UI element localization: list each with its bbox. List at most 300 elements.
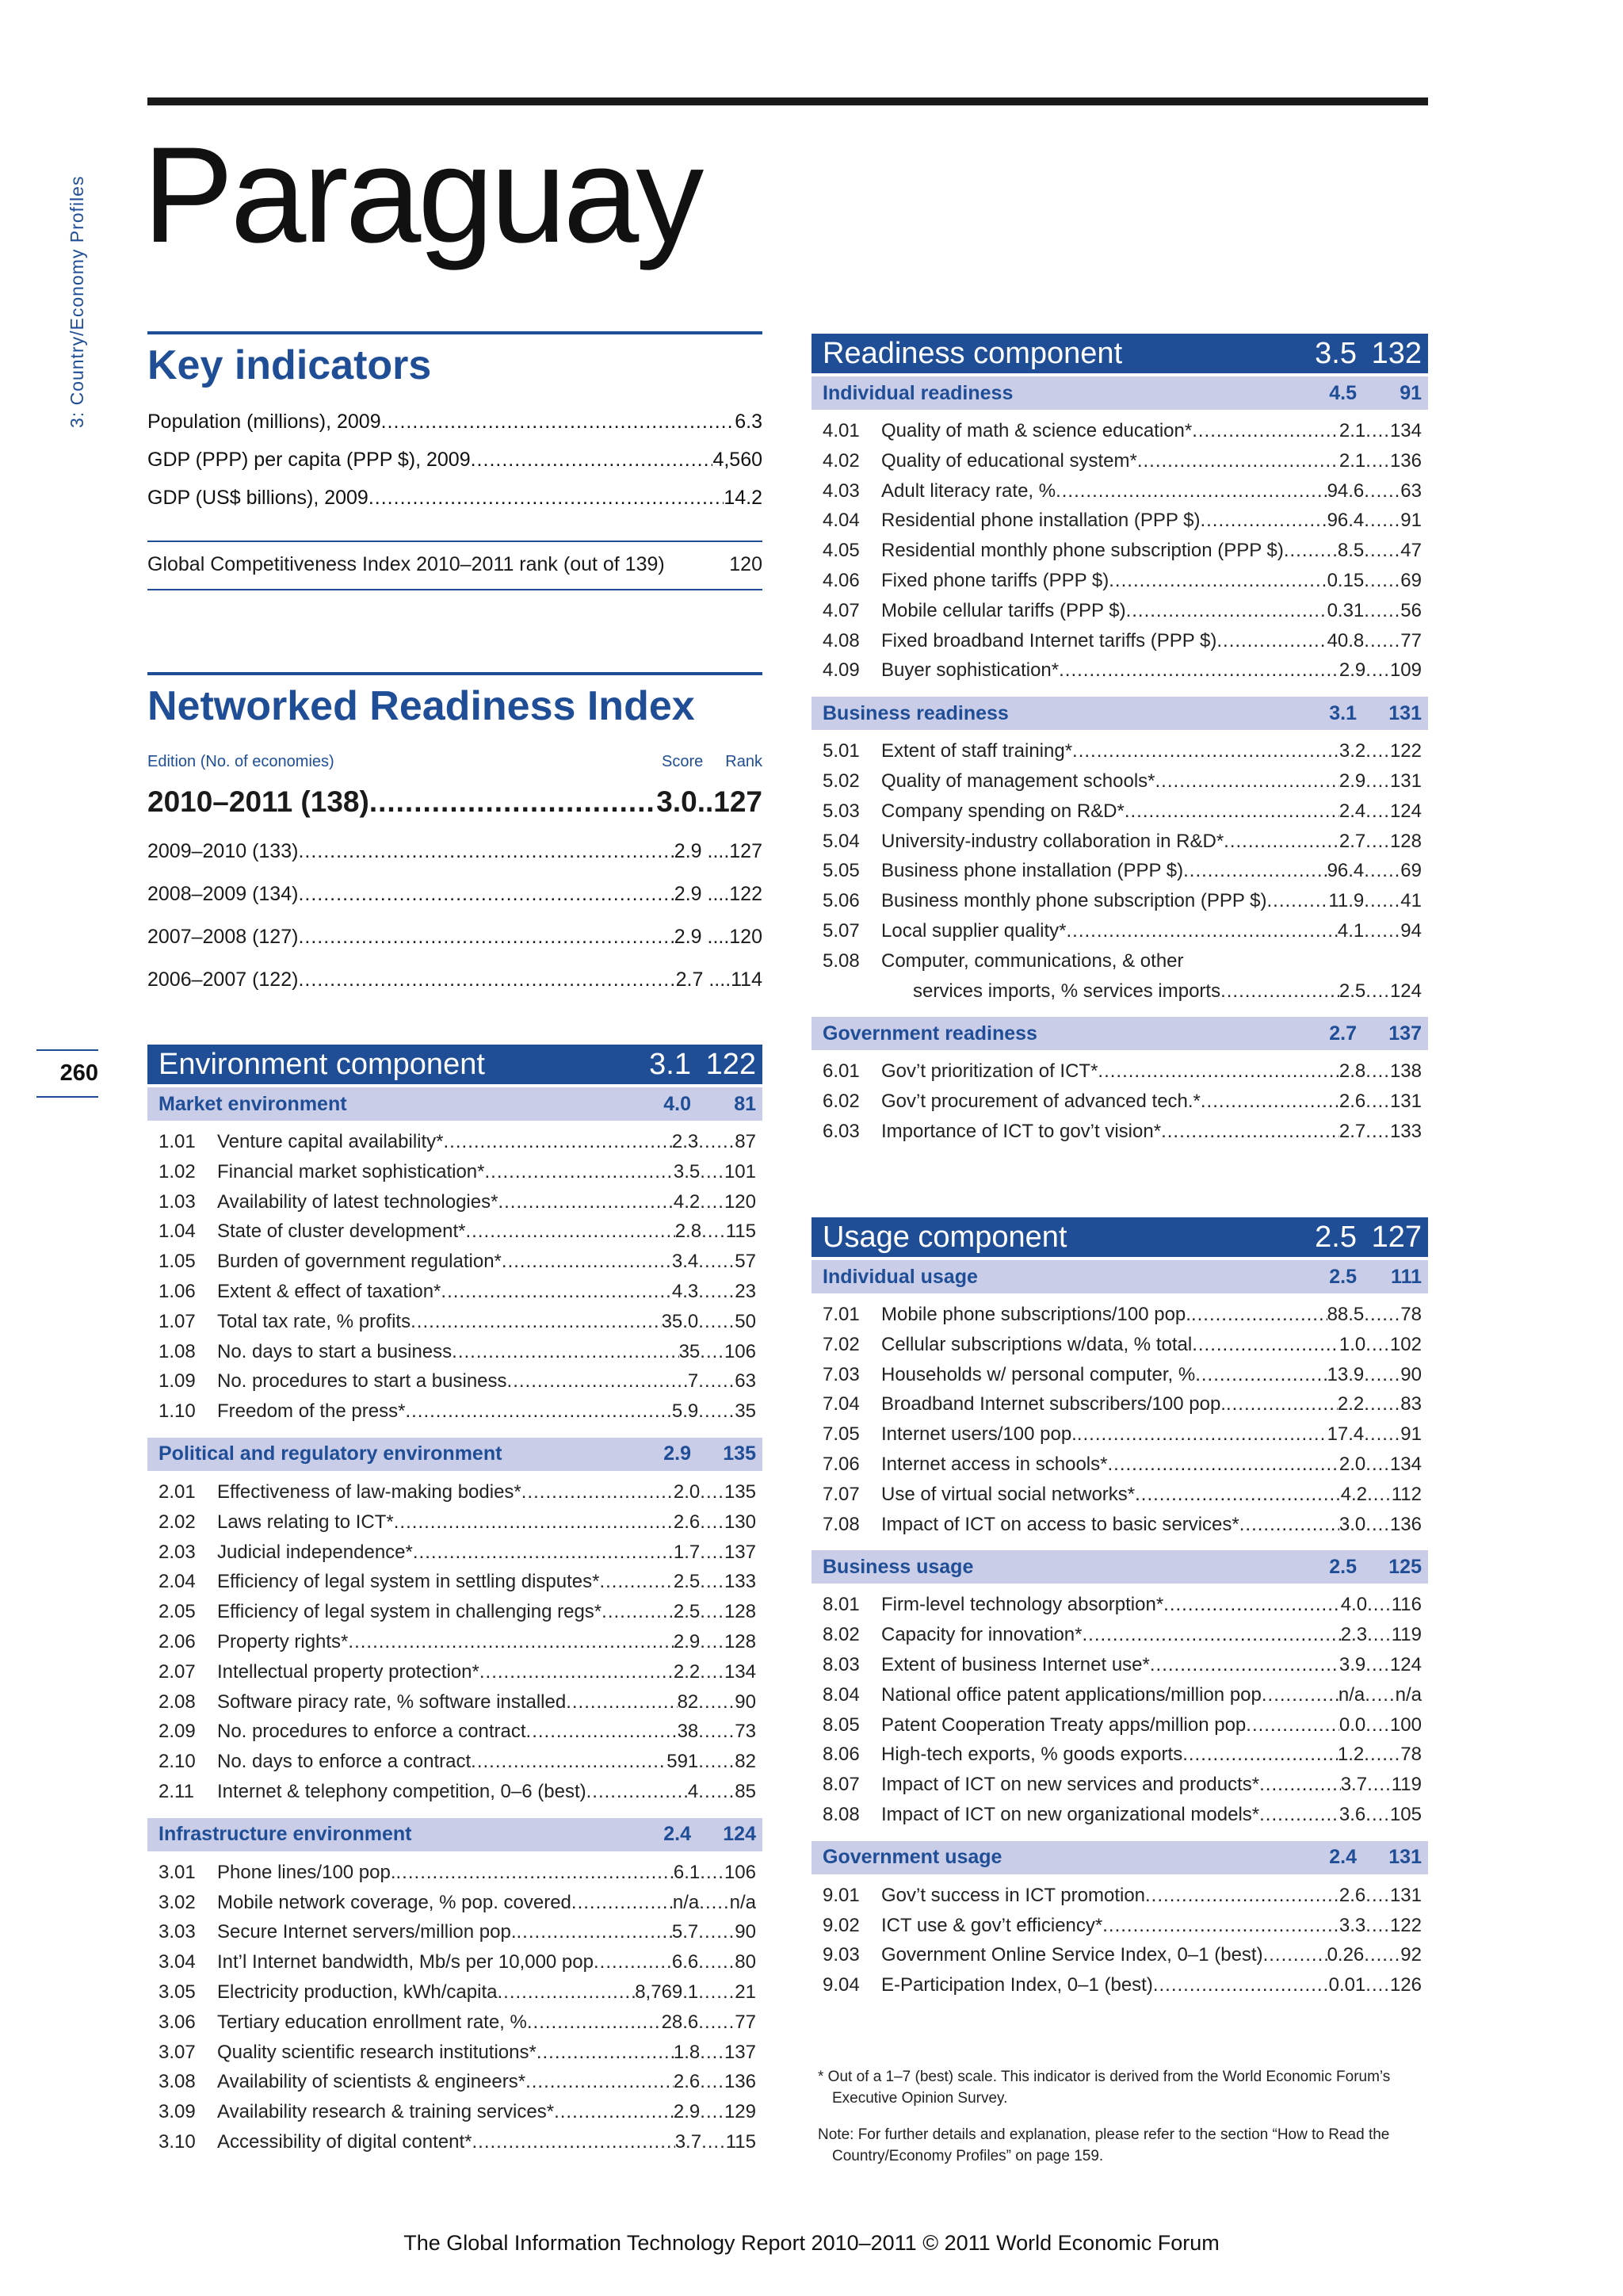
indicator-row xyxy=(812,916,1428,946)
indicator-rank: 57 xyxy=(735,1251,756,1273)
dot-leader: ...... xyxy=(1364,919,1401,942)
indicator-row xyxy=(147,1157,762,1187)
indicator-number: 2.05 xyxy=(158,1601,196,1623)
indicator-label: Mobile phone subscriptions/100 pop. xyxy=(881,1304,1191,1325)
indicator-label: Secure Internet servers/million pop. xyxy=(217,1921,517,1943)
indicator-rank: 77 xyxy=(735,2011,756,2033)
dot-leader xyxy=(1161,1117,1339,1147)
pillar-rank: 137 xyxy=(1388,1022,1422,1045)
dot-leader xyxy=(525,2067,674,2097)
pillar-score: 2.7 xyxy=(1329,1022,1357,1045)
indicator-list xyxy=(147,1121,762,1435)
dot-leader: .... xyxy=(701,1221,726,1243)
divider xyxy=(147,672,762,675)
indicator-label: Software piracy rate, % software installed xyxy=(217,1690,567,1713)
indicator-score: 2.2 xyxy=(1337,1393,1365,1415)
dot-leader: .... xyxy=(700,1480,724,1503)
dot-leader: .... xyxy=(701,2130,726,2153)
indicator-number: 3.04 xyxy=(158,1951,196,1973)
dot-leader xyxy=(1182,1740,1338,1770)
indicator-rank: 133 xyxy=(724,1571,756,1593)
indicator-score: 88.5 xyxy=(1327,1304,1365,1325)
dot-leader xyxy=(298,958,675,1001)
indicator-number: 4.05 xyxy=(823,540,860,562)
indicator-label: Mobile network coverage, % pop. covered xyxy=(217,1891,571,1913)
dot-leader xyxy=(1107,1450,1338,1480)
indicator-label: High-tech exports, % goods exports xyxy=(881,1744,1183,1766)
indicator-row xyxy=(812,416,1428,446)
indicator-rank: 21 xyxy=(735,1981,756,2003)
indicator-label: Company spending on R&D* xyxy=(881,800,1125,822)
dot-leader xyxy=(1153,1970,1329,2000)
indicator-label: Total tax rate, % profits xyxy=(217,1310,411,1332)
indicator-score: 2.7 xyxy=(1338,830,1366,852)
indicator-number: 8.02 xyxy=(823,1624,860,1646)
indicator-number: 7.04 xyxy=(823,1393,860,1415)
dot-leader xyxy=(348,1627,674,1657)
dot-leader: ...... xyxy=(698,1131,735,1152)
gci-rank-label: Global Competitiveness Index 2010–2011 rank (out of 139) xyxy=(147,553,665,576)
indicator-rank: 136 xyxy=(1389,1513,1422,1535)
indicator-label: E-Participation Index, 0–1 (best) xyxy=(881,1974,1153,1996)
indicator-number: 2.02 xyxy=(158,1511,196,1533)
dot-leader xyxy=(396,1858,674,1888)
indicator-label: Quality scientific research institutions* xyxy=(217,2041,537,2063)
indicator-number: 7.07 xyxy=(823,1483,860,1505)
indicator-row xyxy=(812,655,1428,686)
pillar-header xyxy=(812,1260,1428,1293)
dot-leader: .... xyxy=(1365,1713,1390,1736)
dot-leader: .... xyxy=(700,1340,724,1362)
indicator-rank: 131 xyxy=(1389,770,1422,792)
indicator-score: 5.7 xyxy=(671,1921,699,1943)
dot-leader xyxy=(1102,1911,1339,1941)
indicator-number: 9.02 xyxy=(823,1914,860,1936)
nri-history-row xyxy=(147,915,762,958)
indicator-number: 3.02 xyxy=(158,1891,196,1913)
indicator-rank: 90 xyxy=(1400,1363,1422,1385)
indicator-rank: 90 xyxy=(735,1921,756,1943)
nri-rank-label: Rank xyxy=(725,753,762,771)
indicator-number: 9.01 xyxy=(823,1884,860,1906)
dot-leader xyxy=(1192,1330,1339,1360)
indicator-number: 4.08 xyxy=(823,629,860,651)
dot-leader: .... xyxy=(700,1511,724,1533)
component-rank: 132 xyxy=(1371,336,1422,370)
indicator-number: 7.06 xyxy=(823,1453,860,1475)
indicator-label: No. days to start a business xyxy=(217,1340,453,1362)
indicator-label: Importance of ICT to gov’t vision* xyxy=(881,1120,1162,1142)
dot-leader: .... xyxy=(1365,659,1390,682)
indicator-score: 96.4 xyxy=(1327,510,1365,532)
dot-leader xyxy=(1066,916,1337,946)
nri-history-value: 2.9 ....127 xyxy=(674,840,762,863)
indicator-label: Mobile cellular tariffs (PPP $) xyxy=(881,599,1126,621)
indicator-row xyxy=(812,797,1428,827)
indicator-rank: 133 xyxy=(1389,1120,1422,1142)
divider xyxy=(147,331,762,334)
indicator-number: 7.05 xyxy=(823,1423,860,1446)
indicator-row xyxy=(812,1680,1428,1710)
pillar-score: 2.5 xyxy=(1329,1555,1357,1578)
dot-leader xyxy=(1216,626,1327,656)
indicator-row xyxy=(812,1450,1428,1480)
indicator-rank: 119 xyxy=(1391,1774,1422,1796)
pillar-title: Political and regulatory environment xyxy=(158,1442,502,1465)
indicator-rank: 73 xyxy=(735,1721,756,1743)
pillar-rank: 91 xyxy=(1400,381,1422,404)
dot-leader xyxy=(498,1187,673,1217)
indicator-score: 3.9 xyxy=(1338,1653,1366,1675)
dot-leader xyxy=(1195,1360,1327,1390)
indicator-score: 4.3 xyxy=(671,1280,699,1302)
pillar-header xyxy=(147,1438,762,1471)
indicator-rank: 82 xyxy=(735,1751,756,1773)
indicator-number: 4.02 xyxy=(823,449,860,472)
indicator-label: Local supplier quality* xyxy=(881,919,1067,942)
component-title: Environment component xyxy=(158,1047,485,1081)
dot-leader xyxy=(1266,886,1328,916)
pillar-rank: 131 xyxy=(1388,1846,1422,1869)
indicator-label: Patent Cooperation Treaty apps/million pop xyxy=(881,1713,1247,1736)
indicator-number: 8.08 xyxy=(823,1803,860,1825)
indicator-rank: 112 xyxy=(1391,1483,1422,1505)
dot-leader xyxy=(1183,856,1327,886)
dot-leader: .... xyxy=(700,1861,724,1883)
dot-leader: .... xyxy=(1365,830,1390,852)
dot-leader xyxy=(485,1157,674,1187)
indicator-label: Extent of staff training* xyxy=(881,740,1073,762)
indicator-row xyxy=(812,1800,1428,1830)
indicator-rank: 78 xyxy=(1400,1744,1422,1766)
dot-leader: ...... xyxy=(1364,479,1401,502)
gci-rank-row xyxy=(147,553,762,576)
dot-leader: .... xyxy=(1365,1091,1390,1113)
pillar-title: Infrastructure environment xyxy=(158,1823,412,1846)
indicator-row xyxy=(812,1590,1428,1620)
dot-leader: ...... xyxy=(698,1280,735,1302)
indicator-row xyxy=(812,1056,1428,1087)
indicator-row xyxy=(812,596,1428,626)
dot-leader xyxy=(1056,476,1327,506)
key-indicator-label: GDP (US$ billions), 2009 xyxy=(147,487,369,510)
dot-leader: .... xyxy=(1365,1884,1390,1906)
indicator-label: Business monthly phone subscription (PPP $) xyxy=(881,890,1267,912)
indicator-score: 4 xyxy=(687,1780,699,1802)
indicator-rank: 119 xyxy=(1391,1624,1422,1646)
indicator-score: 2.1 xyxy=(1338,420,1366,441)
indicator-label: Quality of educational system* xyxy=(881,449,1137,472)
nri-history-label: 2008–2009 (134) xyxy=(147,883,299,906)
indicator-score: 2.9 xyxy=(1338,770,1366,792)
pillar-header xyxy=(147,1818,762,1851)
component-title: Readiness component xyxy=(823,336,1123,370)
dot-leader xyxy=(471,1747,666,1777)
indicator-number: 9.04 xyxy=(823,1974,860,1996)
indicator-score: 96.4 xyxy=(1327,860,1365,882)
indicator-row xyxy=(147,2097,762,2127)
dot-leader xyxy=(517,1917,672,1947)
indicator-number: 5.01 xyxy=(823,740,860,762)
indicator-score: 4.1 xyxy=(1337,919,1365,942)
dot-leader: .... xyxy=(1367,1483,1392,1505)
indicator-number: 4.01 xyxy=(823,420,860,441)
indicator-score: 591 xyxy=(666,1751,699,1773)
indicator-label: No. procedures to enforce a contract xyxy=(217,1721,526,1743)
indicator-label: Laws relating to ICT* xyxy=(217,1511,394,1533)
indicator-score: 40.8 xyxy=(1327,629,1365,651)
indicator-number: 4.06 xyxy=(823,569,860,591)
indicator-number: 6.03 xyxy=(823,1120,860,1142)
dot-leader: .... xyxy=(700,1630,724,1652)
gci-rank-value: 120 xyxy=(729,553,762,576)
indicator-row xyxy=(147,2127,762,2157)
dot-leader: .... xyxy=(700,2071,724,2093)
nri-edition-label: Edition (No. of economies) xyxy=(147,753,334,771)
indicator-row xyxy=(812,886,1428,916)
indicator-score: 2.9 xyxy=(673,1630,701,1652)
indicator-label: Financial market sophistication* xyxy=(217,1160,485,1182)
indicator-label: Impact of ICT on access to basic services* xyxy=(881,1513,1239,1535)
dot-leader xyxy=(1126,596,1327,626)
nri-title: Networked Readiness Index xyxy=(147,683,695,729)
indicator-number: 6.01 xyxy=(823,1060,860,1083)
key-indicators-title: Key indicators xyxy=(147,342,432,388)
indicator-row xyxy=(147,1947,762,1977)
indicator-number: 9.03 xyxy=(823,1944,860,1966)
indicator-rank: 124 xyxy=(1389,800,1422,822)
dot-leader xyxy=(1259,1770,1341,1800)
dot-leader xyxy=(1150,1650,1339,1680)
key-indicator-row xyxy=(147,441,762,479)
indicator-rank: 77 xyxy=(1400,629,1422,651)
indicator-label: Effectiveness of law-making bodies* xyxy=(217,1480,521,1503)
component-rank: 127 xyxy=(1371,1220,1422,1254)
indicator-number: 3.01 xyxy=(158,1861,196,1883)
indicator-row xyxy=(147,2038,762,2068)
indicator-rank: 63 xyxy=(735,1370,756,1392)
indicator-list xyxy=(147,1851,762,2165)
indicator-label: Extent & effect of taxation* xyxy=(217,1280,441,1302)
indicator-row xyxy=(812,1510,1428,1540)
pillar-title: Business usage xyxy=(823,1555,974,1578)
dot-leader xyxy=(1098,1056,1338,1087)
pillar-score: 2.5 xyxy=(1329,1265,1357,1288)
indicator-list xyxy=(812,1874,1428,2008)
indicator-rank: 115 xyxy=(725,1221,756,1243)
indicator-label: Quality of management schools* xyxy=(881,770,1155,792)
dot-leader xyxy=(1284,536,1338,566)
dot-leader: ...... xyxy=(1364,510,1401,532)
indicator-label: Intellectual property protection* xyxy=(217,1660,479,1683)
dot-leader xyxy=(1072,736,1339,766)
indicator-number: 2.01 xyxy=(158,1480,196,1503)
indicator-row xyxy=(812,1117,1428,1147)
indicator-label: Computer, communications, & other xyxy=(881,949,1184,972)
indicator-row xyxy=(147,1657,762,1687)
indicator-label: services imports, % services imports xyxy=(913,980,1221,1002)
dot-leader xyxy=(1135,1480,1341,1510)
dot-leader xyxy=(444,1127,672,1157)
dot-leader xyxy=(502,1247,672,1277)
indicator-rank: 115 xyxy=(725,2130,756,2153)
dot-leader: .... xyxy=(1365,1120,1390,1142)
indicator-rank: 23 xyxy=(735,1280,756,1302)
indicator-label: Availability of scientists & engineers* xyxy=(217,2071,526,2093)
indicator-list xyxy=(812,1050,1428,1154)
key-indicator-row xyxy=(147,479,762,517)
pillar-score: 2.4 xyxy=(663,1823,691,1846)
indicator-row xyxy=(147,1747,762,1777)
indicator-rank: 50 xyxy=(735,1310,756,1332)
dot-leader xyxy=(1259,1800,1339,1830)
pillar-score: 2.9 xyxy=(663,1442,691,1465)
indicator-score: 2.3 xyxy=(671,1131,699,1152)
indicator-rank: 138 xyxy=(1389,1060,1422,1083)
indicator-score: 3.6 xyxy=(1338,1803,1366,1825)
indicator-rank: 91 xyxy=(1400,510,1422,532)
indicator-score: 3.3 xyxy=(1338,1914,1366,1936)
top-rule xyxy=(147,97,1428,105)
indicator-rank: 134 xyxy=(724,1660,756,1683)
nri-table-header xyxy=(147,753,762,771)
indicator-score: 1.7 xyxy=(673,1541,701,1563)
dot-leader xyxy=(479,1657,674,1687)
indicator-score: 0.01 xyxy=(1328,1974,1366,1996)
indicator-label: Buyer sophistication* xyxy=(881,659,1060,682)
component-score: 2.5 xyxy=(1315,1220,1357,1254)
indicator-number: 3.07 xyxy=(158,2041,196,2063)
indicator-number: 5.06 xyxy=(823,890,860,912)
pillar-rank: 131 xyxy=(1388,701,1422,724)
indicator-row xyxy=(147,1247,762,1277)
indicator-rank: 102 xyxy=(1389,1333,1422,1355)
indicator-rank: 94 xyxy=(1400,919,1422,942)
indicator-label: Electricity production, kWh/capita xyxy=(217,1981,498,2003)
indicator-rank: 137 xyxy=(724,1541,756,1563)
indicator-rank: 116 xyxy=(1391,1594,1422,1616)
dot-leader: .... xyxy=(700,1601,724,1623)
indicator-number: 1.03 xyxy=(158,1190,196,1213)
indicator-label: Internet users/100 pop. xyxy=(881,1423,1077,1446)
dot-leader xyxy=(1163,1590,1341,1620)
pillar-score: 2.4 xyxy=(1329,1846,1357,1869)
indicator-score: 82 xyxy=(677,1690,699,1713)
indicator-rank: 69 xyxy=(1400,569,1422,591)
dot-leader xyxy=(507,1366,688,1396)
dot-leader: .... xyxy=(1365,1974,1390,1996)
dot-leader: ..... xyxy=(1365,1683,1396,1706)
indicator-number: 5.04 xyxy=(823,830,860,852)
indicator-score: 2.2 xyxy=(673,1660,701,1683)
footnote-note: Note: For further details and explanation, please refer to the section “How to Read the Country/Economy Profiles” on page 159. xyxy=(818,2126,1390,2164)
indicator-score: 7 xyxy=(687,1370,699,1392)
indicator-row xyxy=(812,536,1428,566)
indicator-label: University-industry collaboration in R&D* xyxy=(881,830,1224,852)
page-number-block xyxy=(36,1049,98,1098)
dot-leader: ...... xyxy=(698,1751,735,1773)
indicator-score: 3.0 xyxy=(1338,1513,1366,1535)
indicator-rank: 47 xyxy=(1400,540,1422,562)
indicator-number: 1.10 xyxy=(158,1400,196,1423)
indicator-rank: 101 xyxy=(724,1160,756,1182)
indicator-label: Accessibility of digital content* xyxy=(217,2130,472,2153)
indicator-score: n/a xyxy=(672,1891,700,1913)
dot-leader: .... xyxy=(1367,1774,1392,1796)
indicator-label: Impact of ICT on new services and products* xyxy=(881,1774,1260,1796)
indicator-score: 3.2 xyxy=(1338,740,1366,762)
dot-leader: .... xyxy=(1365,449,1390,472)
pillar-header xyxy=(812,1017,1428,1050)
dot-leader: .... xyxy=(700,2041,724,2063)
indicator-label: State of cluster development* xyxy=(217,1221,466,1243)
indicator-row xyxy=(147,1277,762,1307)
nri-history-row xyxy=(147,958,762,1001)
indicator-rank: 122 xyxy=(1389,740,1422,762)
dot-leader: .... xyxy=(700,1541,724,1563)
pillar-header xyxy=(812,376,1428,410)
dot-leader: ...... xyxy=(698,1690,735,1713)
dot-leader xyxy=(413,1538,674,1568)
dot-leader: .... xyxy=(1365,800,1390,822)
indicator-label: Property rights* xyxy=(217,1630,349,1652)
dot-leader xyxy=(497,1977,635,2008)
pillar-title: Market environment xyxy=(158,1092,347,1115)
indicator-rank: 92 xyxy=(1400,1944,1422,1966)
indicator-score: 2.7 xyxy=(1338,1120,1366,1142)
dot-leader: .... xyxy=(1367,1594,1392,1616)
indicator-label: Internet & telephony competition, 0–6 (best) xyxy=(217,1780,586,1802)
indicator-list xyxy=(812,1584,1428,1837)
indicator-list xyxy=(812,730,1428,1014)
indicator-row xyxy=(147,1888,762,1918)
indicator-label: Cellular subscriptions w/data, % total xyxy=(881,1333,1193,1355)
indicator-rank: 134 xyxy=(1389,420,1422,441)
indicator-score: 0.0 xyxy=(1338,1713,1366,1736)
indicator-score: 11.9 xyxy=(1328,890,1365,912)
indicator-row xyxy=(812,1419,1428,1450)
dot-leader xyxy=(298,915,674,958)
indicator-number: 8.06 xyxy=(823,1744,860,1766)
indicator-label: Broadband Internet subscribers/100 pop. xyxy=(881,1393,1226,1415)
indicator-rank: 120 xyxy=(724,1190,756,1213)
page-number: 260 xyxy=(59,1060,98,1086)
indicator-score: 4.2 xyxy=(673,1190,701,1213)
indicator-number: 5.02 xyxy=(823,770,860,792)
indicator-score: 94.6 xyxy=(1327,479,1365,502)
dot-leader: .... xyxy=(700,1160,724,1182)
indicator-rank: 85 xyxy=(735,1780,756,1802)
dot-leader: ...... xyxy=(1364,1944,1401,1966)
indicator-rank: 78 xyxy=(1400,1304,1422,1325)
section-side-label: 3: Country/Economy Profiles xyxy=(67,175,87,428)
usage-component xyxy=(812,1217,1428,2008)
indicator-score: 13.9 xyxy=(1327,1363,1365,1385)
indicator-row xyxy=(812,1650,1428,1680)
indicator-rank: 56 xyxy=(1400,599,1422,621)
indicator-score: 2.6 xyxy=(673,1511,701,1533)
indicator-rank: 106 xyxy=(724,1340,756,1362)
indicator-rank: 128 xyxy=(1389,830,1422,852)
dot-leader xyxy=(472,2127,675,2157)
dot-leader: ...... xyxy=(698,1981,735,2003)
indicator-row xyxy=(812,566,1428,596)
nri-history-value: 2.9 ....120 xyxy=(674,926,762,949)
dot-leader: ...... xyxy=(1364,1363,1401,1385)
indicator-number: 3.06 xyxy=(158,2011,196,2033)
pillar-rank: 125 xyxy=(1388,1555,1422,1578)
indicator-rank: 129 xyxy=(724,2101,756,2123)
